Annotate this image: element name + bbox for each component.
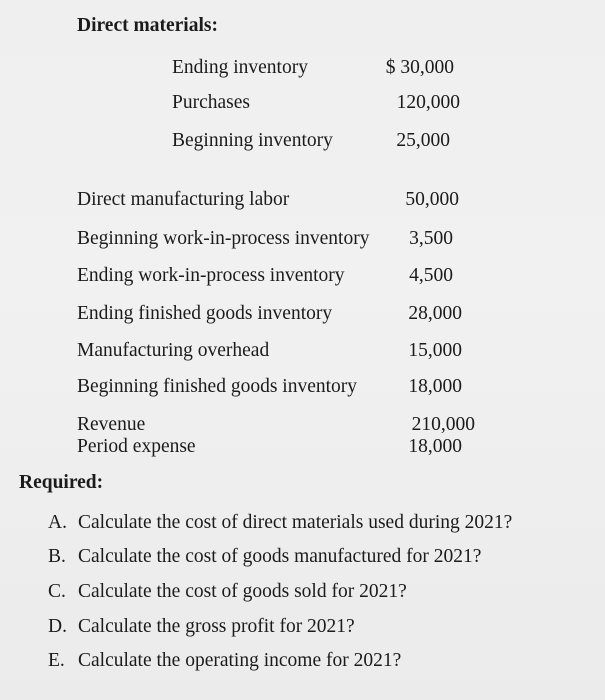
dm-value-beginning-inventory: 25,000 [396, 130, 450, 151]
direct-materials-heading: Direct materials: [77, 15, 218, 36]
item-value-beginning-wip: 3,500 [409, 228, 453, 249]
income-label-period-expense: Period expense [77, 436, 196, 457]
item-label-beginning-wip: Beginning work-in-process inventory [77, 228, 370, 249]
income-value-period-expense: 18,000 [408, 436, 462, 457]
dm-value-ending-inventory: $ 30,000 [385, 57, 454, 78]
question-letter-c: C. [48, 581, 66, 602]
item-label-direct-labor: Direct manufacturing labor [77, 189, 290, 210]
question-text-b: Calculate the cost of goods manufactured for 2021? [78, 546, 482, 567]
dm-label-ending-inventory: Ending inventory [172, 57, 308, 78]
item-label-ending-finished-goods: Ending finished goods inventory [77, 303, 333, 324]
item-value-beginning-finished-goods: 18,000 [408, 376, 462, 397]
question-letter-b: B. [48, 546, 66, 567]
dm-label-beginning-inventory: Beginning inventory [172, 130, 333, 151]
question-text-c: Calculate the cost of goods sold for 2021? [78, 581, 407, 602]
item-label-manufacturing-overhead: Manufacturing overhead [77, 340, 270, 361]
question-text-a: Calculate the cost of direct materials used during 2021? [78, 512, 513, 533]
income-value-revenue: 210,000 [411, 414, 475, 435]
question-letter-d: D. [48, 616, 67, 637]
item-value-ending-wip: 4,500 [409, 265, 453, 286]
item-value-manufacturing-overhead: 15,000 [408, 340, 462, 361]
item-value-ending-finished-goods: 28,000 [408, 303, 462, 324]
question-text-e: Calculate the operating income for 2021? [78, 650, 402, 671]
question-letter-e: E. [48, 650, 65, 671]
item-label-beginning-finished-goods: Beginning finished goods inventory [77, 376, 358, 397]
dm-value-purchases: 120,000 [396, 92, 460, 113]
income-label-revenue: Revenue [77, 414, 146, 435]
dm-label-purchases: Purchases [172, 92, 250, 113]
question-letter-a: A. [48, 512, 67, 533]
item-value-direct-labor: 50,000 [405, 189, 459, 210]
question-text-d: Calculate the gross profit for 2021? [78, 616, 355, 637]
required-heading: Required: [19, 472, 104, 493]
item-label-ending-wip: Ending work-in-process inventory [77, 265, 345, 286]
